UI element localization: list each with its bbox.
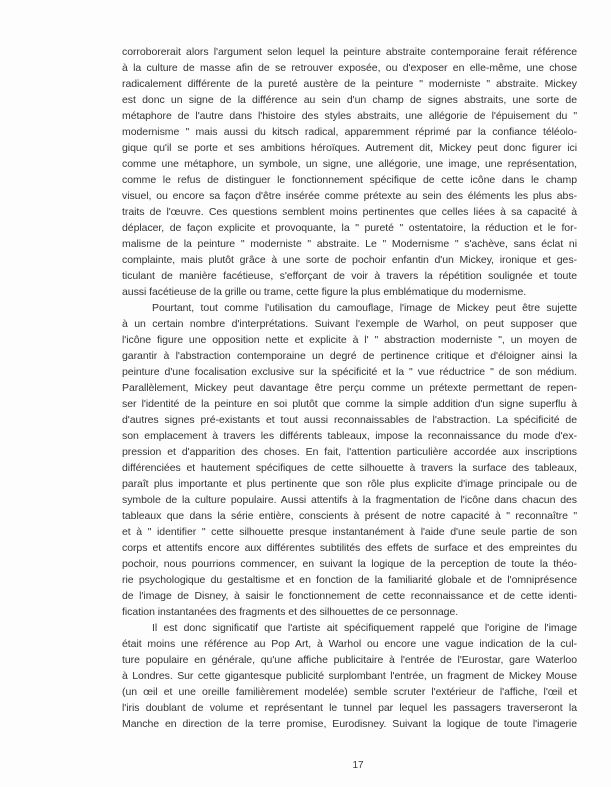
text-line: à la culture de masse afin de se retrouver exposée, ou d'exposer en elle-même, une chose <box>122 62 577 74</box>
text-line: fication instantanées des fragments et des silhouettes de ce personnage. <box>122 606 459 618</box>
text-line: déplacer, de façon explicite et provoquante, la " pureté " ostentatoire, la réduction et le for- <box>122 222 577 234</box>
text-line: tableaux que dans la série entière, conscients à présent de notre capacité à " reconnaître " <box>122 510 577 522</box>
text-line: pression et d'apparition des choses. En fait, l'attention particulière accordée aux inscriptions <box>122 446 577 458</box>
paragraph <box>122 44 577 300</box>
text-line: est donc un signe de la différence au sein d'un champ de signes abstraits, une sorte de <box>122 94 577 106</box>
text-line: à un certain nombre d'interprétations. Suivant l'exemple de Warhol, on peut supposer que <box>122 318 577 330</box>
text-line: gique qu'il se porte et ses ambitions héroïques. Autrement dit, Mickey peut donc figurer ici <box>122 142 577 154</box>
paragraph <box>122 300 577 620</box>
paragraph <box>122 620 577 732</box>
text-line: peinture d'une focalisation exclusive sur la spécificité et la " vue réductrice " de son médium. <box>122 366 577 378</box>
text-line: traits de l'œuvre. Ces questions semblent moins pertinentes que celles liées à sa capacité à <box>122 206 577 218</box>
text-line: comme le refus de distinguer le fonctionnement spécifique de cette icône dans le champ <box>122 174 577 186</box>
text-line: visuel, ou encore sa façon d'être insérée comme prétexte au sein des éléments les plus abs- <box>122 190 577 202</box>
text-line: métaphore de l'autre dans l'histoire des styles abstraits, une allégorie de l'épuisement du " <box>122 110 577 122</box>
text-line: d'autres signes pré-existants et tout aussi reconnaissables de l'abstraction. La spécificité de <box>122 414 577 426</box>
text-line: Il est donc significatif que l'artiste ait spécifiquement rappelé que l'origine de l'image <box>152 622 577 634</box>
text-line: de l'image de Disney, à saisir le fonctionnement de cette reconnaissance et de cette identi- <box>122 590 577 602</box>
text-line: Parallèlement, Mickey peut davantage être perçu comme un prétexte permettant de repen- <box>122 382 577 394</box>
text-line: différenciées et hautement spécifiques de cette silhouette à travers la surface des tableaux, <box>122 462 577 474</box>
text-line: symbole de la culture populaire. Aussi attentifs à la fragmentation de l'icône dans chacun des <box>122 494 577 506</box>
text-line: l'iris doublant de volume et représentant le tunnel par lequel les passagers traverseront la <box>122 702 577 714</box>
text-line: garantir à l'abstraction contemporaine un degré de pertinence critique et d'éloigner ainsi la <box>122 350 577 362</box>
text-line: Pourtant, tout comme l'utilisation du camouflage, l'image de Mickey peut être sujette <box>152 302 577 314</box>
text-line: radicalement différente de la pureté austère de la peinture " moderniste " abstraite. Mickey <box>122 78 577 90</box>
text-line: ture populaire en générale, qu'une affiche publicitaire à l'entrée de l'Eurostar, gare Waterloo <box>122 654 577 666</box>
text-line: à Londres. Sur cette gigantesque publicité surplombant l'entrée, un fragment de Mickey Mouse <box>122 670 577 682</box>
text-line: pochoir, nous pourrions commencer, en suivant la logique de la perception de toute la théo- <box>122 558 577 570</box>
text-line: paraît plus importante et plus pertinente que son rôle plus explicite d'image principale ou de <box>122 478 577 490</box>
text-line: et à " identifier " cette silhouette presque instantanément à l'aide d'une seule partie de son <box>122 526 577 538</box>
text-line: malisme de la peinture " moderniste " abstraite. Le " Modernisme " s'achève, sans éclat ni <box>122 238 577 250</box>
text-line: comme une métaphore, un symbole, un signe, une allégorie, une image, une représentation, <box>122 158 577 170</box>
text-line: Manche en direction de la terre promise, Eurodisney. Suivant la logique de toute l'imagerie <box>122 718 577 730</box>
text-line: l'icône figure une opposition nette et explicite à l' " abstraction moderniste ", un moyen de <box>122 334 577 346</box>
text-line: ser l'identité de la peinture en soi plutôt que comme la simple addition d'un signe superflu à <box>122 398 577 410</box>
text-line: complainte, mais plutôt grâce à une sorte de pochoir enfantin d'un Mickey, ironique et ges- <box>122 254 577 266</box>
text-line: modernisme " mais aussi du kitsch radical, apparemment réprimé par la confiance téléolo- <box>122 126 577 138</box>
body-text <box>122 44 577 732</box>
text-line: corps et attentifs encore aux différentes subtilités des effets de surface et des empreintes du <box>122 542 577 554</box>
text-line: ticulant de manière facétieuse, s'efforçant de voir à travers la répétition soulignée et toute <box>122 270 577 282</box>
text-line: son emplacement à travers les différents tableaux, impose la reconnaissance du mode d'ex- <box>122 430 577 442</box>
text-line: corroborerait alors l'argument selon lequel la peinture abstraite contemporaine ferait référence <box>122 46 577 58</box>
text-line: était moins une référence au Pop Art, à Warhol ou encore une vague indication de la cul- <box>122 638 577 650</box>
text-line: aussi facétieuse de la grille ou trame, cette figure la plus emblématique du modernisme. <box>122 286 527 298</box>
text-line: (un œil et une oreille familièrement modelée) semble scruter l'extérieur de l'affiche, l'œil et <box>122 686 577 698</box>
page-number: 17 <box>352 760 364 771</box>
text-line: rie psychologique du gestaltisme et en fonction de la familiarité globale et de l'omniprésence <box>122 574 577 586</box>
